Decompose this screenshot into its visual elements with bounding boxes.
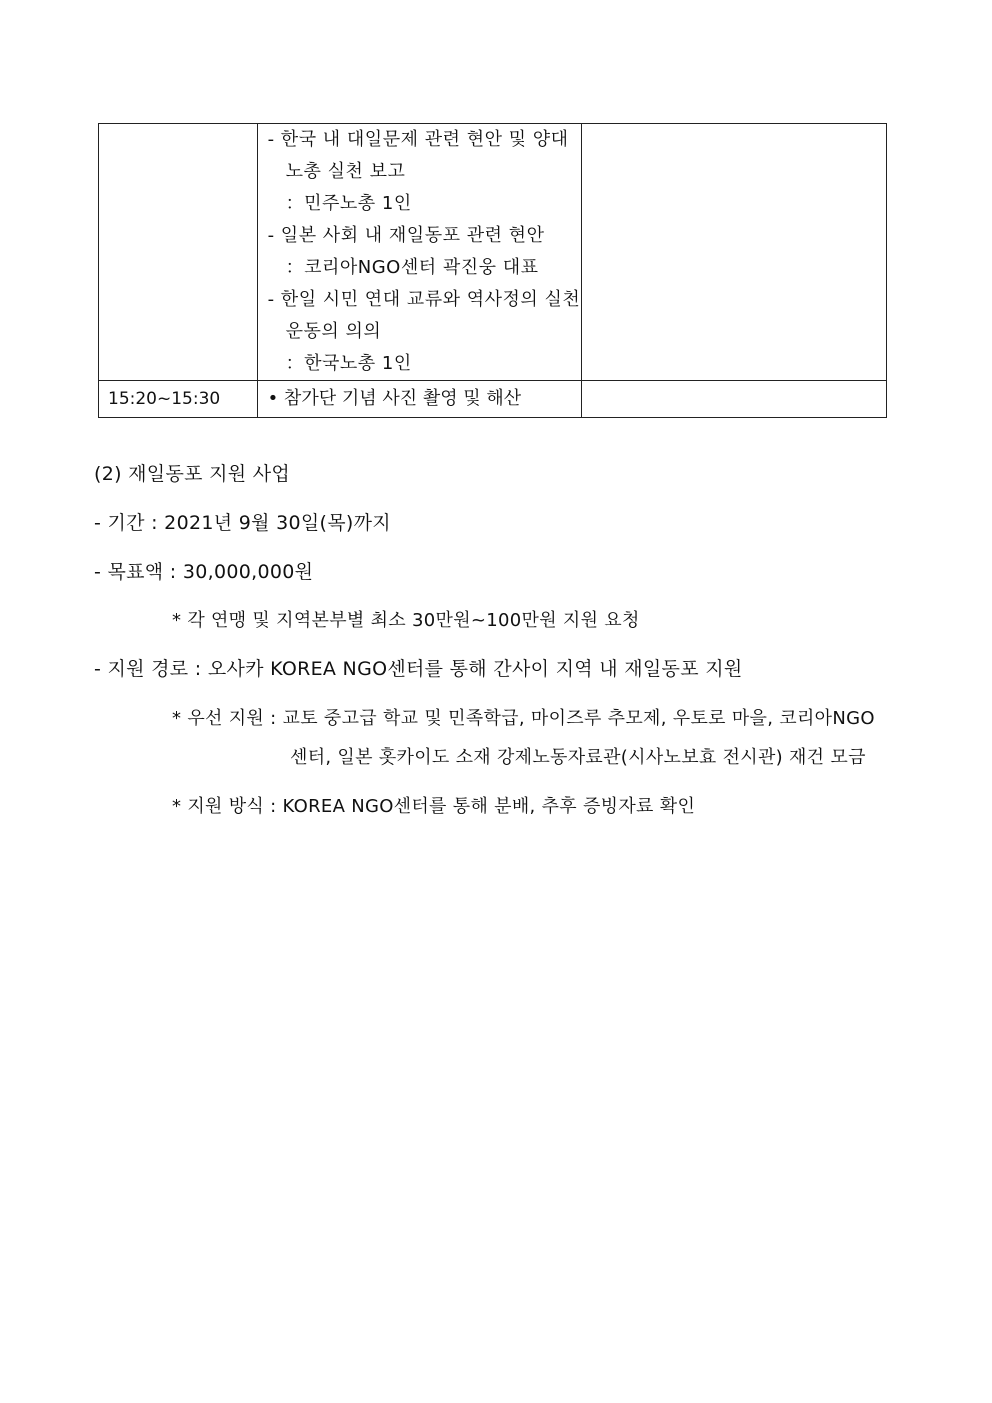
note-cell [581, 124, 886, 381]
support-method-line: * 지원 방식 : KOREA NGO센터를 통해 분배, 추후 증빙자료 확인 [172, 796, 696, 817]
program-line: - 한일 시민 연대 교류와 역사정의 실천 [267, 289, 581, 310]
program-line: - 한국 내 대일문제 관련 현안 및 양대 [267, 129, 569, 150]
program-line: ：민주노총 1인 [285, 193, 412, 214]
section-heading: (2) 재일동포 지원 사업 [94, 463, 291, 485]
time-cell [99, 124, 258, 381]
priority-support-line-cont: 센터, 일본 홋카이도 소재 강제노동자료관(시사노보효 전시관) 재건 모금 [290, 747, 866, 768]
note-cell [581, 381, 886, 418]
priority-support-line: * 우선 지원 : 교토 중고급 학교 및 민족학급, 마이즈루 추모제, 우토로 마을, 코리아NGO [172, 708, 875, 729]
program-line: ：코리아NGO센터 곽진웅 대표 [285, 257, 539, 278]
target-note: * 각 연맹 및 지역본부별 최소 30만원~100만원 지원 요청 [172, 610, 640, 631]
table-row [99, 381, 887, 418]
program-line: 노총 실천 보고 [285, 161, 406, 182]
program-cell [257, 124, 581, 381]
support-route-line: - 지원 경로 : 오사카 KOREA NGO센터를 통해 간사이 지역 내 재일동포 지원 [94, 658, 743, 680]
period-line: - 기간 : 2021년 9월 30일(목)까지 [94, 512, 391, 534]
program-line: 운동의 의의 [285, 321, 382, 342]
table-row [99, 124, 887, 381]
program-cell: • 참가단 기념 사진 촬영 및 해산 [257, 381, 581, 418]
target-amount-line: - 목표액 : 30,000,000원 [94, 561, 314, 583]
schedule-table [98, 123, 887, 418]
program-line: ：한국노총 1인 [285, 353, 412, 374]
time-cell: 15:20~15:30 [99, 381, 258, 418]
program-line: - 일본 사회 내 재일동포 관련 현안 [267, 225, 545, 246]
